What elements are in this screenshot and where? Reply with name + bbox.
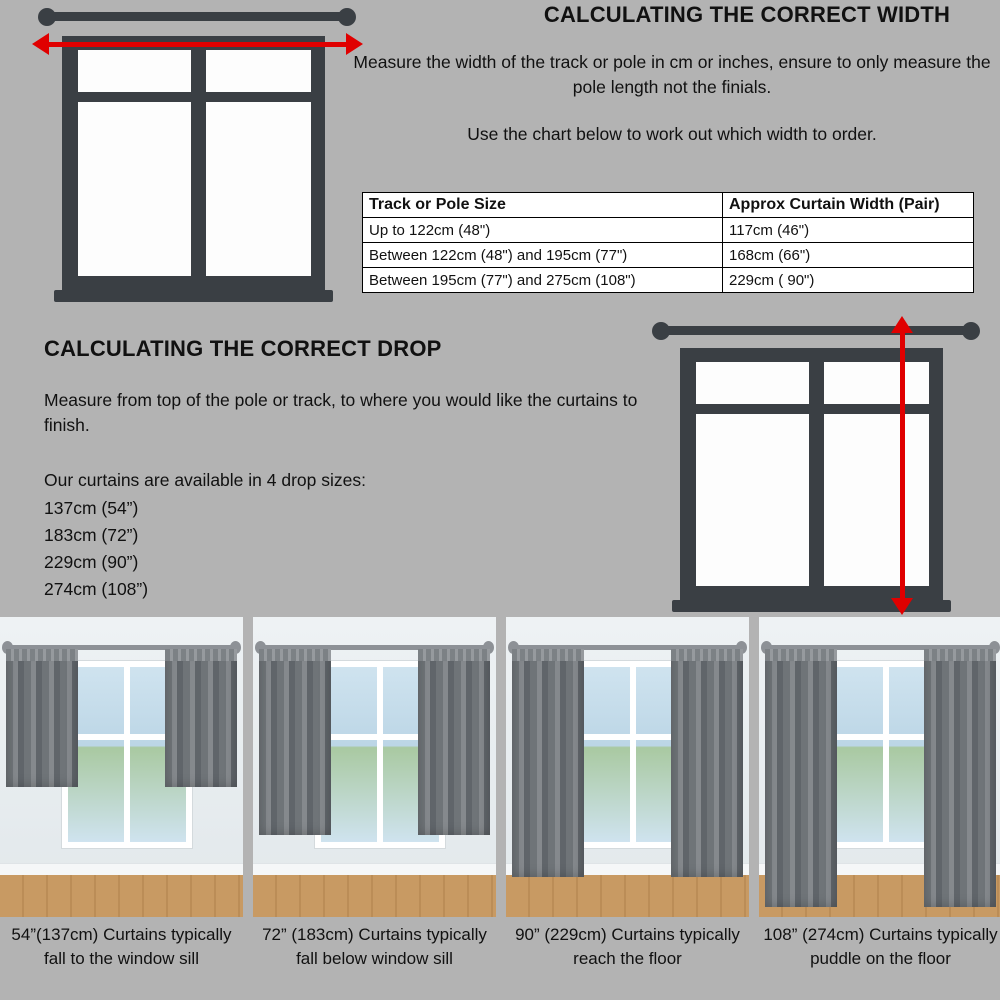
curtain-photo-108 bbox=[759, 617, 1000, 917]
drop-arrow-head-top bbox=[891, 316, 913, 333]
table-cell-track-size: Up to 122cm (48") bbox=[363, 218, 723, 243]
example-card-108 bbox=[759, 617, 1000, 1000]
drop-size-1: 137cm (54”) bbox=[44, 498, 139, 518]
drop-instruction-1: Measure from top of the pole or track, to where you would like the curtains to finish. bbox=[44, 390, 638, 435]
pole-finial-right bbox=[962, 322, 980, 340]
photo-caption: 108” (274cm) Curtains typically puddle on the floor bbox=[763, 925, 998, 968]
drop-size-2: 183cm (72”) bbox=[44, 525, 139, 545]
window-mullion-vertical bbox=[124, 667, 130, 842]
floor bbox=[506, 875, 749, 917]
curtain-heading-tape bbox=[512, 649, 584, 661]
example-card-90 bbox=[506, 617, 749, 1000]
curtain-right bbox=[924, 649, 996, 907]
curtain-heading-tape bbox=[924, 649, 996, 661]
table-header-curtain-width: Approx Curtain Width (Pair) bbox=[723, 193, 974, 218]
curtain-left bbox=[6, 649, 78, 787]
curtain-photo-72 bbox=[253, 617, 496, 917]
curtain-left bbox=[259, 649, 331, 835]
curtain-heading-tape bbox=[418, 649, 490, 661]
window-mullion-vertical bbox=[377, 667, 383, 842]
table-header-track-size: Track or Pole Size bbox=[363, 193, 723, 218]
size-chart-table bbox=[362, 192, 974, 293]
width-instruction-2: Use the chart below to work out which width to order. bbox=[467, 124, 877, 144]
drop-size-3: 229cm (90”) bbox=[44, 552, 139, 572]
curtain-left bbox=[512, 649, 584, 877]
window-pane-top-right bbox=[206, 50, 311, 92]
curtain-photo-54 bbox=[0, 617, 243, 917]
floor bbox=[253, 875, 496, 917]
drop-arrow-head-bottom bbox=[891, 598, 913, 615]
curtain-photo-90 bbox=[506, 617, 749, 917]
photo-caption: 72” (183cm) Curtains typically fall below window sill bbox=[262, 925, 487, 968]
table-cell-curtain-width: 117cm (46") bbox=[723, 218, 974, 243]
window-pane-top-left bbox=[696, 362, 809, 404]
pole-finial-left bbox=[38, 8, 56, 26]
window-pane-bottom-left bbox=[696, 414, 809, 586]
curtain-right bbox=[418, 649, 490, 835]
table-row bbox=[363, 218, 974, 243]
example-card-72 bbox=[253, 617, 496, 1000]
width-section-heading: CALCULATING THE CORRECT WIDTH bbox=[543, 2, 951, 27]
curtain-heading-tape bbox=[6, 649, 78, 661]
drop-arrow-line bbox=[900, 330, 905, 602]
photo-caption: 90” (229cm) Curtains typically reach the floor bbox=[515, 925, 740, 968]
width-window-diagram bbox=[20, 4, 350, 304]
pole-finial-left bbox=[652, 322, 670, 340]
pole-finial-right bbox=[338, 8, 356, 26]
table-cell-curtain-width: 229cm ( 90") bbox=[723, 268, 974, 293]
table-header-row bbox=[363, 193, 974, 218]
curtain-pole bbox=[662, 326, 972, 335]
drop-window-diagram bbox=[650, 318, 990, 618]
window-pane-bottom-right bbox=[824, 414, 929, 586]
photo-caption: 54”(137cm) Curtains typically fall to the window sill bbox=[11, 925, 232, 968]
window-mullion-vertical bbox=[630, 667, 636, 842]
window-pane-bottom-left bbox=[78, 102, 191, 276]
table-cell-curtain-width: 168cm (66") bbox=[723, 243, 974, 268]
floor bbox=[0, 875, 243, 917]
window-sill bbox=[54, 290, 333, 302]
width-arrow-line bbox=[48, 42, 348, 47]
table-cell-track-size: Between 195cm (77") and 275cm (108") bbox=[363, 268, 723, 293]
curtain-heading-tape bbox=[165, 649, 237, 661]
curtain-left bbox=[765, 649, 837, 907]
width-arrow-head-left bbox=[32, 33, 49, 55]
window-mullion-vertical bbox=[883, 667, 889, 842]
table-row bbox=[363, 268, 974, 293]
curtain-heading-tape bbox=[671, 649, 743, 661]
curtain-right bbox=[165, 649, 237, 787]
curtain-right bbox=[671, 649, 743, 877]
drop-instruction-2: Our curtains are available in 4 drop sizes: bbox=[44, 470, 366, 490]
width-instruction-1: Measure the width of the track or pole in cm or inches, ensure to only measure the pole length not the finials. bbox=[353, 52, 991, 97]
window-pane-top-right bbox=[824, 362, 929, 404]
drop-size-4: 274cm (108”) bbox=[44, 579, 149, 599]
table-row bbox=[363, 243, 974, 268]
drop-section-heading: CALCULATING THE CORRECT DROP bbox=[44, 336, 442, 361]
window-pane-top-left bbox=[78, 50, 191, 92]
curtain-pole bbox=[48, 12, 348, 21]
table-cell-track-size: Between 122cm (48") and 195cm (77") bbox=[363, 243, 723, 268]
curtain-length-examples bbox=[0, 617, 1000, 1000]
curtain-heading-tape bbox=[259, 649, 331, 661]
example-card-54 bbox=[0, 617, 243, 1000]
window-pane-bottom-right bbox=[206, 102, 311, 276]
curtain-heading-tape bbox=[765, 649, 837, 661]
